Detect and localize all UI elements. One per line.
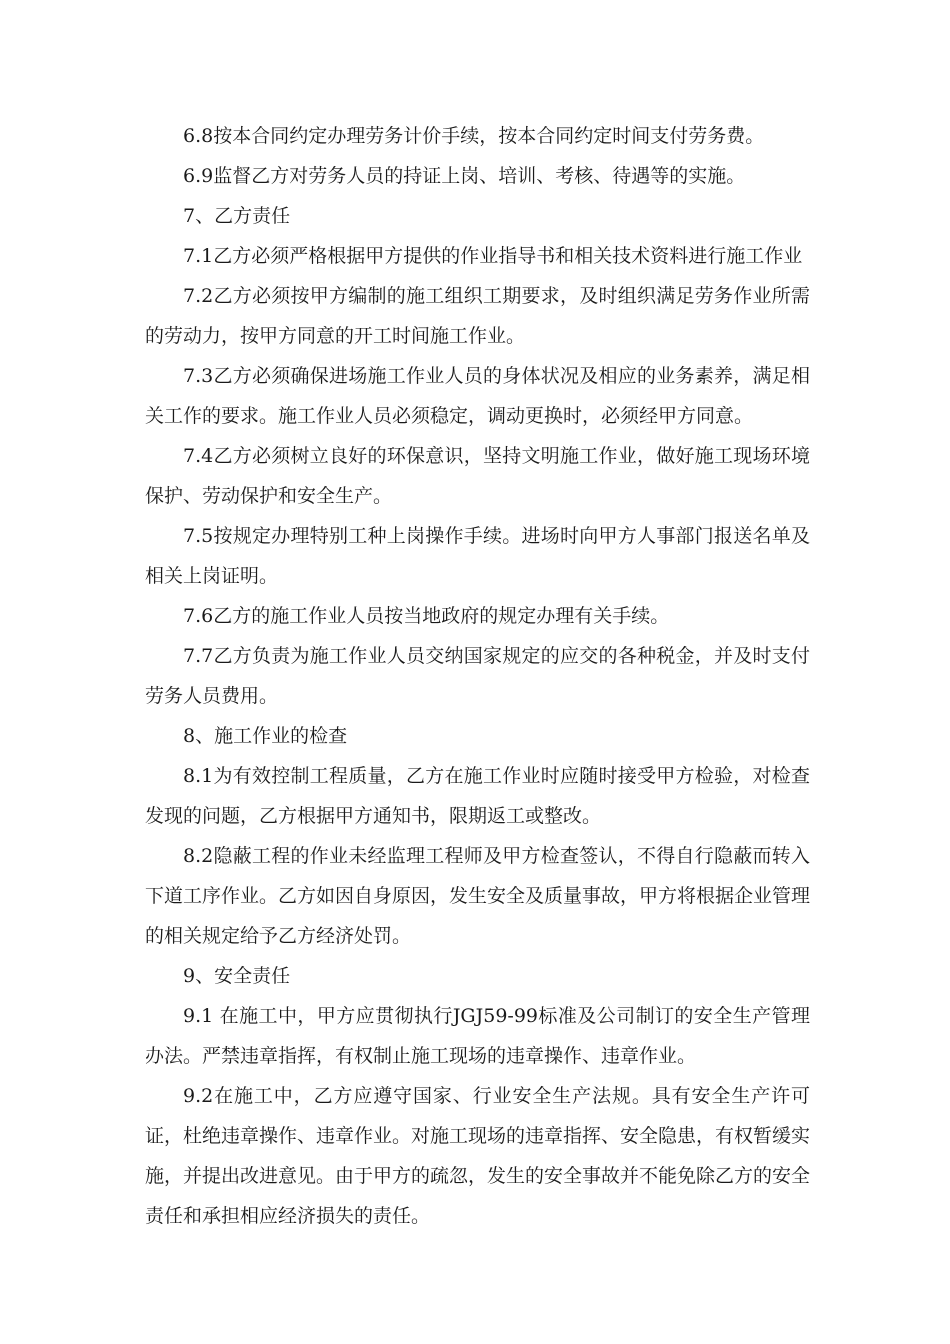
clause-9-1: 9.1 在施工中，甲方应贯彻执行JGJ59-99标准及公司制订的安全生产管理办法。严禁违章指挥，有权制止施工现场的违章操作、违章作业。 — [145, 1005, 810, 1067]
clause-7-4: 7.4乙方必须树立良好的环保意识，坚持文明施工作业，做好施工现场环境保护、劳动保护和安全生产。 — [145, 445, 810, 507]
clause-8-2: 8.2隐蔽工程的作业未经监理工程师及甲方检查签认，不得自行隐蔽而转入下道工序作业。乙方如因自身原因，发生安全及质量事故，甲方将根据企业管理的相关规定给予乙方经济处罚。 — [145, 845, 811, 947]
clause-7-1: 7.1乙方必须严格根据甲方提供的作业指导书和相关技术资料进行施工作业 — [183, 245, 803, 267]
clause-8-1: 8.1为有效控制工程质量，乙方在施工作业时应随时接受甲方检验，对检查发现的问题，乙方根据甲方通知书，限期返工或整改。 — [145, 765, 810, 827]
section-heading-8: 8、施工作业的检查 — [183, 725, 348, 747]
document-body — [145, 116, 810, 1236]
clause-7-2: 7.2乙方必须按甲方编制的施工组织工期要求，及时组织满足劳务作业所需的劳动力，按甲方同意的开工时间施工作业。 — [145, 285, 810, 347]
clause-6-8: 6.8按本合同约定办理劳务计价手续，按本合同约定时间支付劳务费。 — [183, 125, 765, 147]
clause-6-9: 6.9监督乙方对劳务人员的持证上岗、培训、考核、待遇等的实施。 — [183, 165, 746, 187]
section-heading-9: 9、安全责任 — [183, 965, 291, 987]
clause-9-2: 9.2在施工中，乙方应遵守国家、行业安全生产法规。具有安全生产许可证，杜绝违章操作、违章作业。对施工现场的违章指挥、安全隐患，有权暂缓实施，并提出改进意见。由于甲方的疏忽，发生的安全事故并不能免除乙方的安全责任和承担相应经济损失的责任。 — [145, 1085, 811, 1227]
clause-7-5: 7.5按规定办理特别工种上岗操作手续。进场时向甲方人事部门报送名单及相关上岗证明。 — [145, 525, 810, 587]
clause-7-3: 7.3乙方必须确保进场施工作业人员的身体状况及相应的业务素养，满足相关工作的要求。施工作业人员必须稳定，调动更换时，必须经甲方同意。 — [145, 365, 810, 427]
clause-7-7: 7.7乙方负责为施工作业人员交纳国家规定的应交的各种税金，并及时支付劳务人员费用。 — [145, 645, 810, 707]
section-heading-7: 7、乙方责任 — [183, 205, 291, 227]
clause-7-6: 7.6乙方的施工作业人员按当地政府的规定办理有关手续。 — [183, 605, 670, 627]
